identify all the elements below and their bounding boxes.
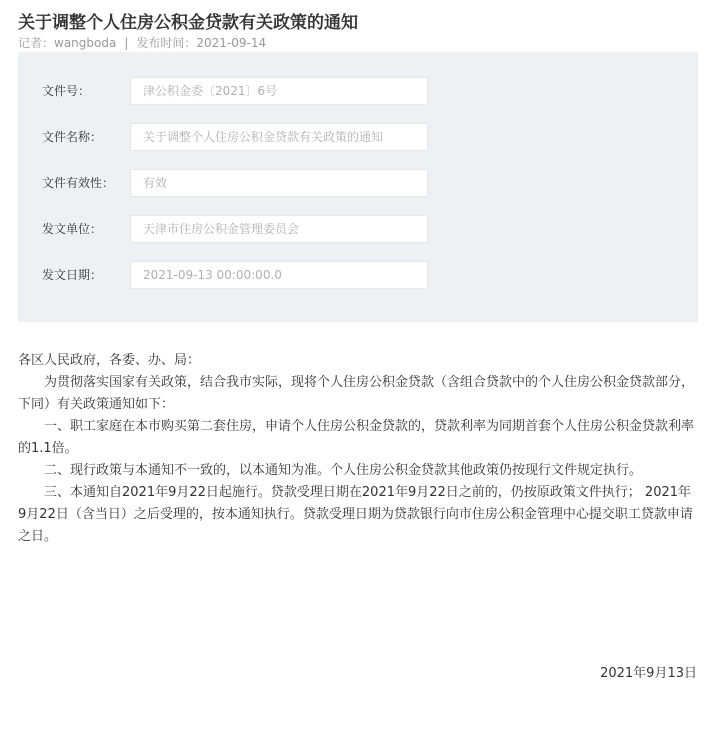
author-label: 记者：	[18, 36, 55, 50]
signature-date: 2021年9月13日	[600, 666, 697, 681]
body-paragraph: 为贯彻落实国家有关政策，结合我市实际，现将个人住房公积金贷款（含组合贷款中的个人住房公积金贷款部分，下同）有关政策通知如下：	[18, 375, 695, 412]
notice-body	[18, 350, 698, 548]
info-row-issue-date	[18, 261, 698, 289]
issue-date-field: 2021-09-13 00:00:00.0	[130, 261, 428, 289]
publish-date: 2021-09-14	[196, 36, 267, 50]
info-label: 发文单位：	[42, 222, 103, 236]
file-number-field: 津公积金委〔2021〕6号	[130, 77, 428, 105]
document-info-panel	[18, 52, 698, 322]
info-row-file-name	[18, 123, 698, 151]
file-validity-field: 有效	[130, 169, 428, 197]
article-title: 关于调整个人住房公积金贷款有关政策的通知	[18, 13, 358, 33]
issuing-unit-field: 天津市住房公积金管理委员会	[130, 215, 428, 243]
meta-separator: |	[124, 36, 129, 50]
info-row-file-validity	[18, 169, 698, 197]
info-label: 文件号：	[42, 84, 91, 98]
info-row-issuing-unit	[18, 215, 698, 243]
info-label: 文件名称：	[42, 130, 103, 144]
info-label: 文件有效性：	[42, 176, 115, 190]
info-row-file-number	[18, 77, 698, 105]
file-name-field: 关于调整个人住房公积金贷款有关政策的通知	[130, 123, 428, 151]
body-paragraph: 一、职工家庭在本市购买第二套住房，申请个人住房公积金贷款的，贷款利率为同期首套个人住房公积金贷款利率的1.1倍。	[18, 419, 695, 456]
body-paragraph: 三、本通知自2021年9月22日起施行。贷款受理日期在2021年9月22日之前的，仍按原政策文件执行； 2021年9月22日（含当日）之后受理的，按本通知执行。贷款受理日期为贷款银行向市住房公积金管理中心提交职工贷款申请之日。	[18, 485, 693, 544]
body-paragraph: 二、现行政策与本通知不一致的，以本通知为准。个人住房公积金贷款其他政策仍按现行文件规定执行。	[44, 463, 643, 478]
publish-label: 发布时间：	[136, 36, 197, 50]
info-label: 发文日期：	[42, 268, 103, 282]
author-name: wangboda	[54, 36, 117, 50]
article-meta	[18, 34, 266, 51]
salutation: 各区人民政府，各委、办、局：	[18, 353, 201, 368]
